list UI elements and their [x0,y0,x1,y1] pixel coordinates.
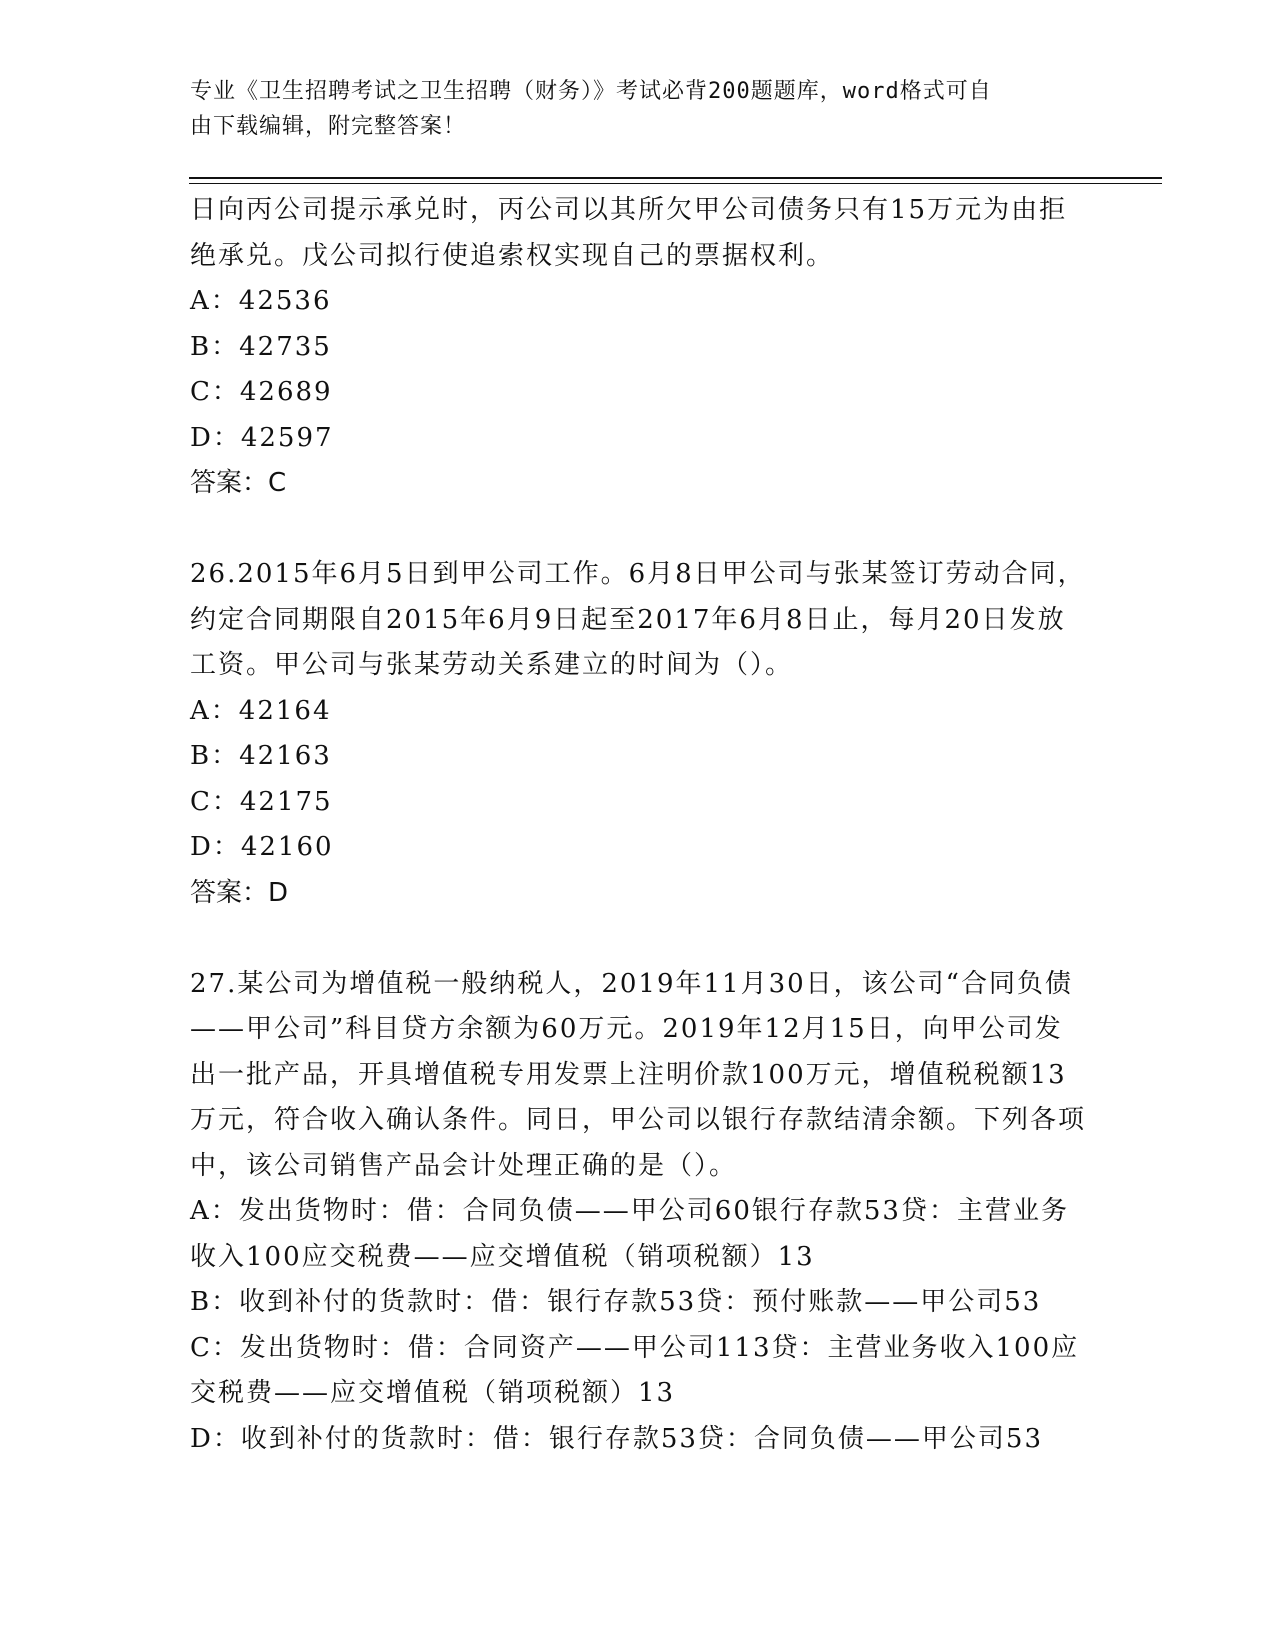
question-25-option-a: A：42536 [190,286,332,316]
question-27-option-b: B：收到补付的货款时：借：银行存款53贷：预付账款——甲公司53 [190,1287,1042,1317]
header-rule-thick [189,177,1162,179]
question-26-option-a: A：42164 [190,695,332,726]
question-spacer [190,507,1090,553]
question-27-text: 27.某公司为增值税一般纳税人，2019年11月30日，该公司“合同负债——甲公司”科目贷方余额为60万元。2019年12月15日，向甲公司发出一批产品，开具增值税专用发票上注明价款100万元，增值税税额13万元，符合收入确认条件。同日，甲公司以银行存款结清余额。下列各项中，该公司销售产品会计处理正确的是（）。 [190,968,1087,1181]
question-26-option-c: C：42175 [190,786,333,817]
header-line-1: 专业《卫生招聘考试之卫生招聘（财务）》考试必背200题题库，word格式可自 [190,79,992,104]
question-26 [190,552,1090,916]
question-27-option-c: C：发出货物时：借：合同资产——甲公司113贷：主营业务收入100应交税费——应交增值税（销项税额）13 [190,1332,1080,1408]
question-26-text: 26.2015年6月5日到甲公司工作。6月8日甲公司与张某签订劳动合同，约定合同期限自2015年6月9日起至2017年6月8日止，每月20日发放工资。甲公司与张某劳动关系建立的时间为（）。 [190,559,1086,680]
question-26-answer: 答案：D [190,877,289,908]
question-spacer [190,916,1090,962]
question-26-option-d: D：42160 [190,832,334,862]
document-header [190,74,1090,144]
question-27 [190,962,1090,1463]
question-25 [190,188,1090,507]
question-25-option-b: B：42735 [190,331,332,362]
header-rule-thin [189,183,1162,184]
question-27-option-a: A：发出货物时：借：合同负债——甲公司60银行存款53贷：主营业务收入100应交税费——应交增值税（销项税额）13 [190,1196,1069,1272]
question-25-text: 日向丙公司提示承兑时，丙公司以其所欠甲公司债务只有15万元为由拒绝承兑。戊公司拟行使追索权实现自己的票据权利。 [190,195,1068,271]
question-25-option-d: D：42597 [190,422,334,453]
question-26-option-b: B：42163 [190,741,332,771]
question-list [190,188,1090,1462]
header-line-2: 由下载编辑，附完整答案！ [190,114,467,139]
question-25-answer: 答案：C [190,468,287,498]
question-25-option-c: C：42689 [190,377,333,407]
question-27-option-d: D：收到补付的货款时：借：银行存款53贷：合同负债——甲公司53 [190,1423,1044,1454]
